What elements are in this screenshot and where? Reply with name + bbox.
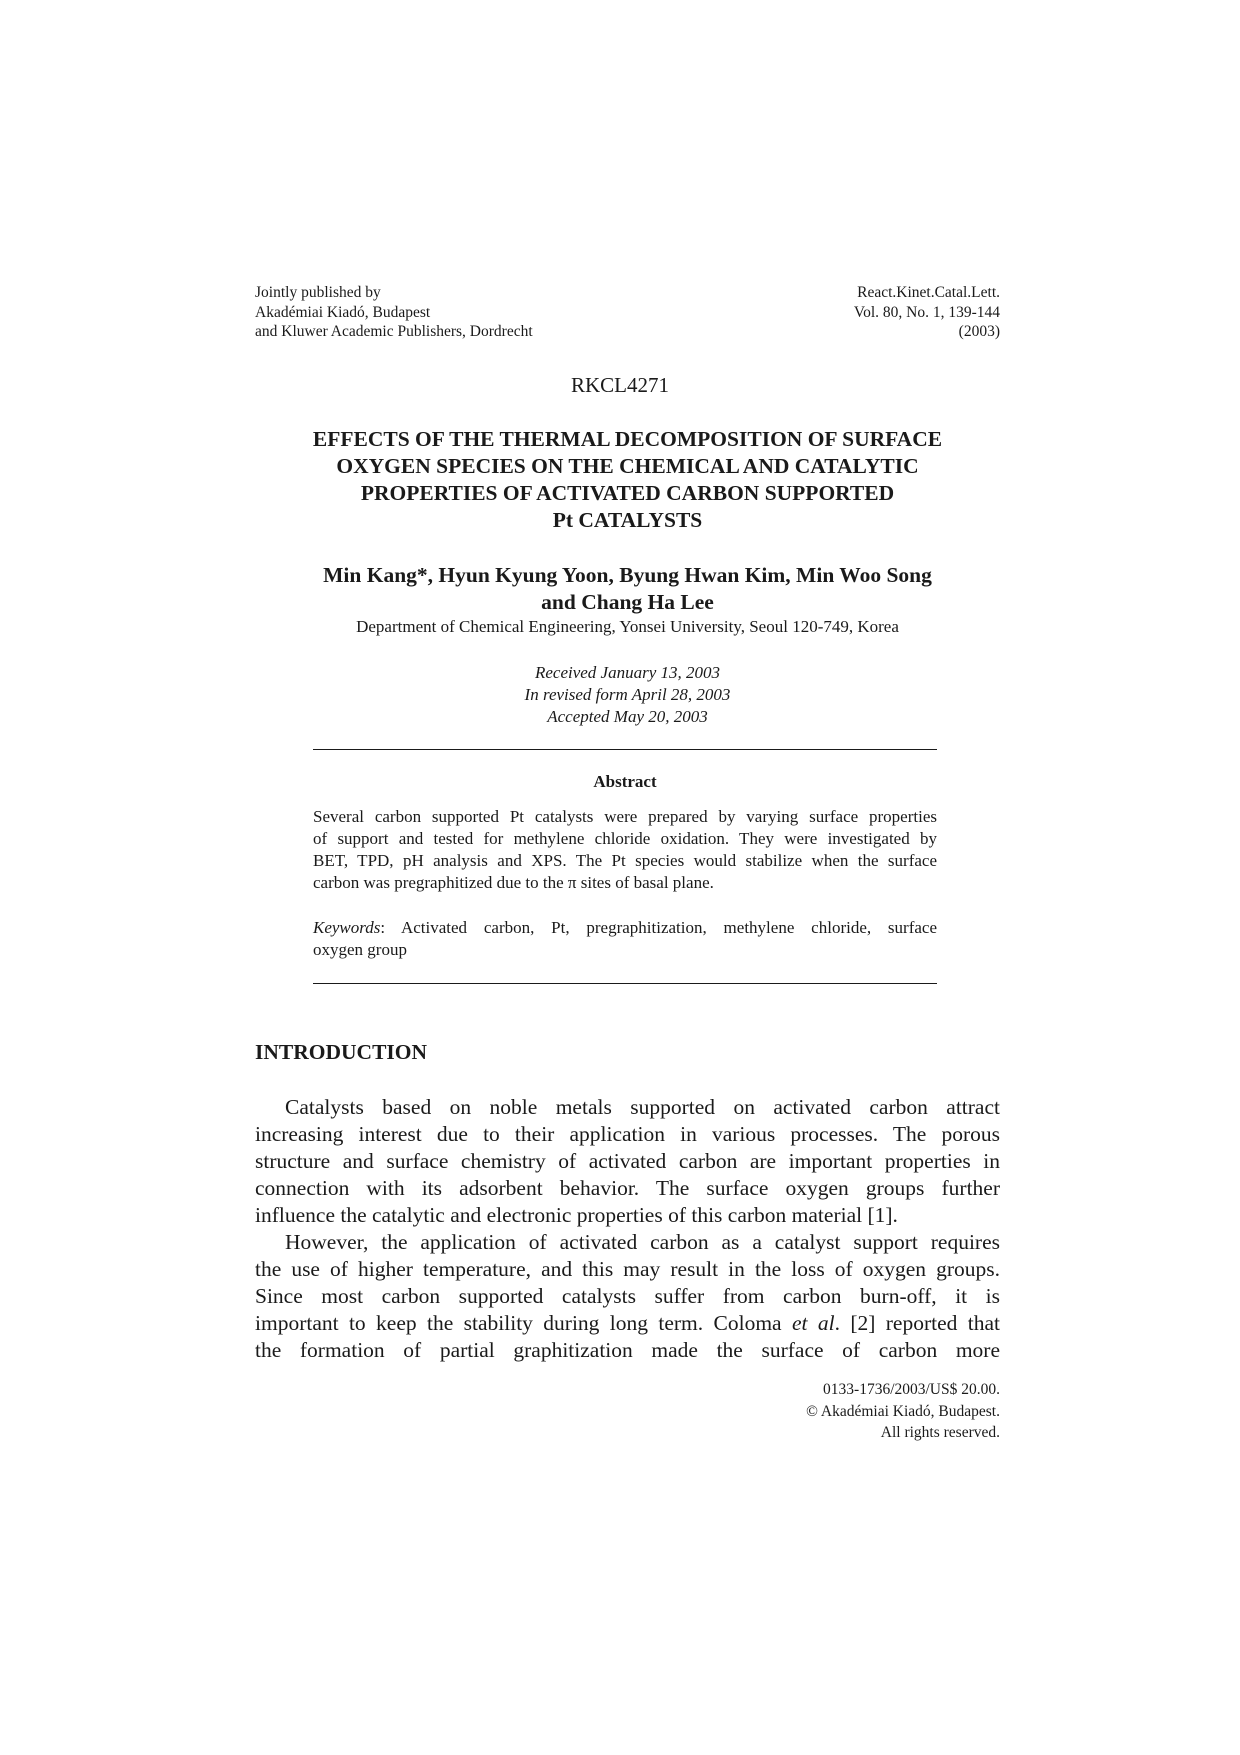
date-received: Received January 13, 2003	[534, 663, 721, 682]
keywords-line: oxygen group	[313, 940, 407, 959]
publisher-line: and Kluwer Academic Publishers, Dordrecht	[255, 323, 533, 340]
date-accepted: Accepted May 20, 2003	[547, 707, 708, 726]
authors	[255, 562, 1000, 616]
title-line: EFFECTS OF THE THERMAL DECOMPOSITION OF SURFACE	[312, 427, 943, 451]
affiliation: Department of Chemical Engineering, Yonsei University, Seoul 120-749, Korea	[356, 617, 899, 636]
body-line: the use of higher temperature, and this may result in the loss of oxygen groups.	[255, 1257, 1000, 1281]
keywords-text: : Activated carbon, Pt, pregraphitization, methylene chloride, surface	[380, 918, 937, 937]
abstract-line: of support and tested for methylene chloride oxidation. They were investigated by	[313, 829, 937, 848]
abstract-heading: Abstract	[593, 772, 657, 791]
copyright-footer	[255, 1379, 1000, 1444]
keywords-label: Keywords	[313, 918, 381, 937]
body-text-segment: important to keep the stability during long term. Coloma	[255, 1311, 792, 1335]
body-line: the formation of partial graphitization made the surface of carbon more	[255, 1338, 1000, 1362]
authors-line: Min Kang*, Hyun Kyung Yoon, Byung Hwan Kim, Min Woo Song	[323, 563, 932, 587]
et-al-text: et al	[791, 1311, 835, 1335]
title-line: Pt CATALYSTS	[552, 508, 703, 532]
abstract-line: BET, TPD, pH analysis and XPS. The Pt species would stabilize when the surface	[313, 851, 937, 870]
citation-line: Vol. 80, No. 1, 139-144	[853, 303, 1000, 321]
footer-line: © Akadémiai Kiadó, Budapest.	[806, 1402, 1000, 1420]
introduction-body	[255, 1094, 1000, 1364]
paper-title	[255, 426, 1000, 534]
abstract-body	[313, 806, 937, 894]
citation-line: React.Kinet.Catal.Lett.	[857, 284, 1000, 301]
authors-line: and Chang Ha Lee	[541, 590, 714, 614]
body-line: Since most carbon supported catalysts suffer from carbon burn-off, it is	[255, 1284, 1000, 1308]
article-code: RKCL4271	[570, 373, 669, 397]
body-line: increasing interest due to their application in various processes. The porous	[255, 1122, 1000, 1146]
body-text-segment: . [2] reported that	[834, 1311, 1000, 1335]
body-line: influence the catalytic and electronic properties of this carbon material [1].	[255, 1203, 898, 1227]
publisher-line: Jointly published by	[255, 284, 381, 301]
submission-dates	[255, 662, 1000, 728]
abstract-bottom-rule	[313, 983, 937, 984]
title-line: PROPERTIES OF ACTIVATED CARBON SUPPORTED	[360, 481, 895, 505]
body-line: structure and surface chemistry of activated carbon are important properties in	[255, 1149, 1000, 1173]
introduction-heading: INTRODUCTION	[255, 1040, 428, 1064]
footer-line: All rights reserved.	[880, 1424, 1000, 1441]
body-line	[255, 1310, 1000, 1337]
title-line: OXYGEN SPECIES ON THE CHEMICAL AND CATALYTIC	[336, 454, 919, 478]
journal-citation	[854, 283, 1000, 342]
abstract-line: Several carbon supported Pt catalysts were prepared by varying surface properties	[313, 807, 937, 826]
publisher-info	[255, 283, 533, 342]
citation-line: (2003)	[958, 323, 1000, 340]
keywords	[313, 917, 937, 961]
abstract-top-rule	[313, 749, 937, 750]
body-line: However, the application of activated carbon as a catalyst support requires	[285, 1230, 1000, 1254]
body-line: Catalysts based on noble metals supported on activated carbon attract	[285, 1095, 1000, 1119]
abstract-line: carbon was pregraphitized due to the π sites of basal plane.	[313, 873, 714, 892]
body-line: connection with its adsorbent behavior. The surface oxygen groups further	[255, 1176, 1000, 1200]
keywords-line	[313, 917, 937, 939]
footer-line: 0133-1736/2003/US$ 20.00.	[823, 1381, 1000, 1398]
publisher-line: Akadémiai Kiadó, Budapest	[255, 303, 431, 321]
date-revised: In revised form April 28, 2003	[524, 685, 731, 704]
